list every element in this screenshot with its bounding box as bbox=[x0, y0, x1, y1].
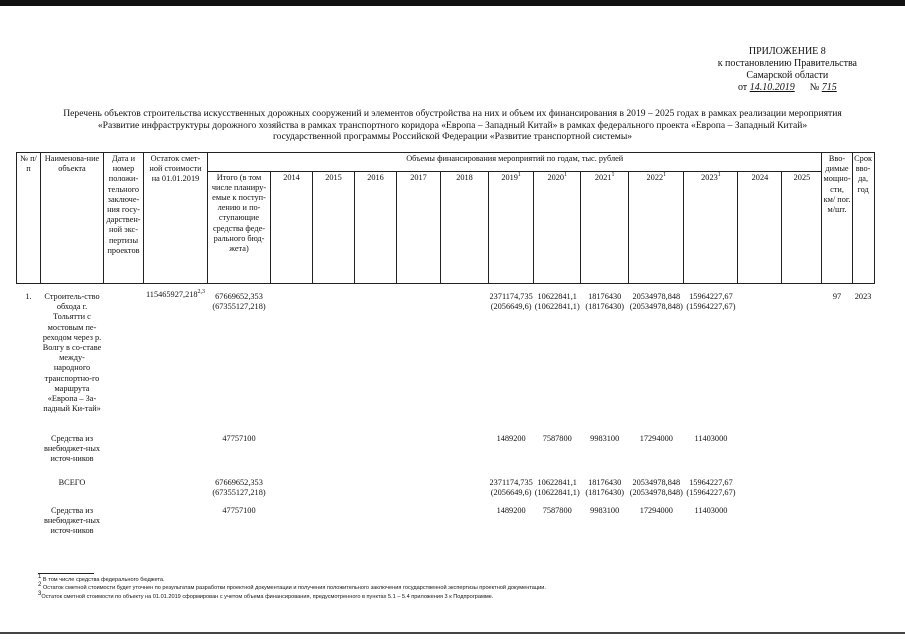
row-2021: 9983100 bbox=[590, 434, 620, 443]
row-total: 67669652,353 (67355127,218) bbox=[212, 478, 266, 498]
header-year-2016: 2016 bbox=[355, 171, 397, 283]
row-2020: 10622841,1 (10622841,1) bbox=[534, 292, 580, 312]
appendix-date-line bbox=[718, 82, 857, 94]
row-2022: 20534978,848 (20534978,848) bbox=[629, 478, 683, 498]
row-num: 1. bbox=[25, 292, 32, 301]
header-year-2014: 2014 bbox=[271, 171, 313, 283]
appendix-line3: Самарской области bbox=[746, 70, 829, 81]
title-line-1: Перечень объектов строительства искусственных дорожных сооружений и элементов обустройства на них и объем их финансирования в 2019 – 2025 годах в рамках реализации мероприятия bbox=[63, 108, 842, 119]
number-prefix: № bbox=[809, 82, 820, 93]
appendix-header bbox=[718, 46, 857, 94]
row-term: 2023 bbox=[854, 292, 872, 301]
row-name: Строитель-ство обхода г. Тольятти с мостовым пе-реходом через р. Волгу в со-ставе между-народного транспортно-го маршрута «Европа – За-падный Ки-тай» bbox=[42, 292, 102, 414]
header-year-2023: 2023$^1$ bbox=[684, 171, 738, 283]
scan-top-edge bbox=[0, 0, 905, 6]
appendix-line2: к постановлению Правительства bbox=[717, 58, 857, 69]
header-name: Наименова-ние объекта bbox=[41, 153, 104, 284]
row-2022: 20534978,848 (20534978,848) bbox=[629, 292, 683, 312]
row-2020: 7587800 bbox=[542, 506, 572, 515]
header-num: № п/п bbox=[17, 153, 41, 284]
header-funding-span: Объемы финансирования мероприятий по годам, тыс. рублей bbox=[208, 153, 822, 172]
header-year-2024: 2024 bbox=[738, 171, 782, 283]
row-2019: 2371174,735 (2056649,6) bbox=[489, 292, 533, 312]
handwritten-number: 715 bbox=[821, 82, 837, 93]
document-title bbox=[6, 108, 899, 143]
row-2023: 11403000 bbox=[694, 434, 728, 443]
footnotes bbox=[38, 576, 546, 601]
row-name: ВСЕГО bbox=[58, 478, 86, 487]
scan-bottom-edge bbox=[0, 632, 905, 634]
row-remaining-cost: 115465927,218$^{2,3}$ bbox=[145, 289, 206, 299]
row-2023: 15964227,67 (15964227,67) bbox=[686, 478, 736, 498]
row-total: 47757100 bbox=[222, 506, 256, 515]
footnote-2: $^2$ Остаток сметной стоимости будет уточнен по результатам разработки проектной документации и получения положительного заключения государственной экспертизы проектной документации. bbox=[38, 582, 546, 592]
footnote-divider bbox=[38, 573, 94, 574]
row-2021: 9983100 bbox=[590, 506, 620, 515]
row-name: Средства из внебюджет-ных источ-ников bbox=[43, 506, 101, 536]
row-2019: 2371174,735 (2056649,6) bbox=[489, 478, 533, 498]
row-2021: 18176430 (18176430) bbox=[585, 292, 625, 312]
financing-table bbox=[16, 152, 875, 549]
row-2023: 15964227,67 (15964227,67) bbox=[686, 292, 736, 312]
row-2020: 7587800 bbox=[542, 434, 572, 443]
handwritten-date: 14.10.2019 bbox=[749, 82, 795, 93]
header-capacity: Вво-димые мощно-сти, км/ пог. м/шт. bbox=[822, 153, 852, 284]
header-expertise-date: Дата и номер положи-тельного заключе-ния госу-дарствен-ной экс-пертизы проектов bbox=[104, 153, 144, 284]
row-total: 47757100 bbox=[222, 434, 256, 443]
appendix-title: ПРИЛОЖЕНИЕ 8 bbox=[748, 46, 826, 57]
row-capacity: 97 bbox=[832, 292, 842, 301]
title-line-2: «Развитие инфраструктуры дорожного хозяйства в рамках транспортного коридора «Европа – Западный Китай» в рамках федерального проекта «Европа – Западный Китай» bbox=[97, 119, 808, 131]
row-2022: 17294000 bbox=[639, 434, 673, 443]
row-total: 67669652,353 (67355127,218) bbox=[212, 292, 266, 312]
footnote-1: $^1$ В том числе средства федерального бюджета. bbox=[38, 574, 165, 583]
date-prefix: от bbox=[737, 82, 748, 93]
row-name: Средства из внебюджет-ных источ-ников bbox=[43, 434, 101, 464]
header-year-2020: 2020$^1$ bbox=[534, 171, 581, 283]
header-term: Срок вво-да, год bbox=[852, 153, 874, 284]
table-row bbox=[17, 477, 875, 505]
header-year-2021: 2021$^1$ bbox=[581, 171, 629, 283]
title-line-3: государственной программы Российской Федерации «Развитие транспортной системы» bbox=[272, 131, 633, 143]
table-row bbox=[17, 505, 875, 549]
header-year-2022: 2022$^1$ bbox=[629, 171, 684, 283]
row-2020: 10622841,1 (10622841,1) bbox=[534, 478, 580, 498]
header-total: Итого (в том числе планиру-емые к поступ-лению и по-ступающие средства феде-рального бюд-жета) bbox=[208, 171, 271, 283]
header-year-2017: 2017 bbox=[397, 171, 441, 283]
header-year-2018: 2018 bbox=[441, 171, 489, 283]
row-2021: 18176430 (18176430) bbox=[585, 478, 625, 498]
row-2022: 17294000 bbox=[639, 506, 673, 515]
row-2019: 1489200 bbox=[496, 506, 526, 515]
table-row bbox=[17, 433, 875, 477]
header-remaining-cost: Остаток смет-ной стоимости на 01.01.2019 bbox=[144, 153, 208, 284]
header-year-2019: 2019$^1$ bbox=[489, 171, 534, 283]
row-2019: 1489200 bbox=[496, 434, 526, 443]
row-2023: 11403000 bbox=[694, 506, 728, 515]
footnote-3: $^3$Остаток сметной стоимости по объекту на 01.01.2019 сформирован с учетом объема финансирования, предусмотренного в пунктах 5.1 – 5.4 приложения 3 к Подпрограмме. bbox=[38, 590, 494, 600]
table-row bbox=[17, 284, 875, 434]
header-year-2025: 2025 bbox=[782, 171, 822, 283]
header-year-2015: 2015 bbox=[313, 171, 355, 283]
